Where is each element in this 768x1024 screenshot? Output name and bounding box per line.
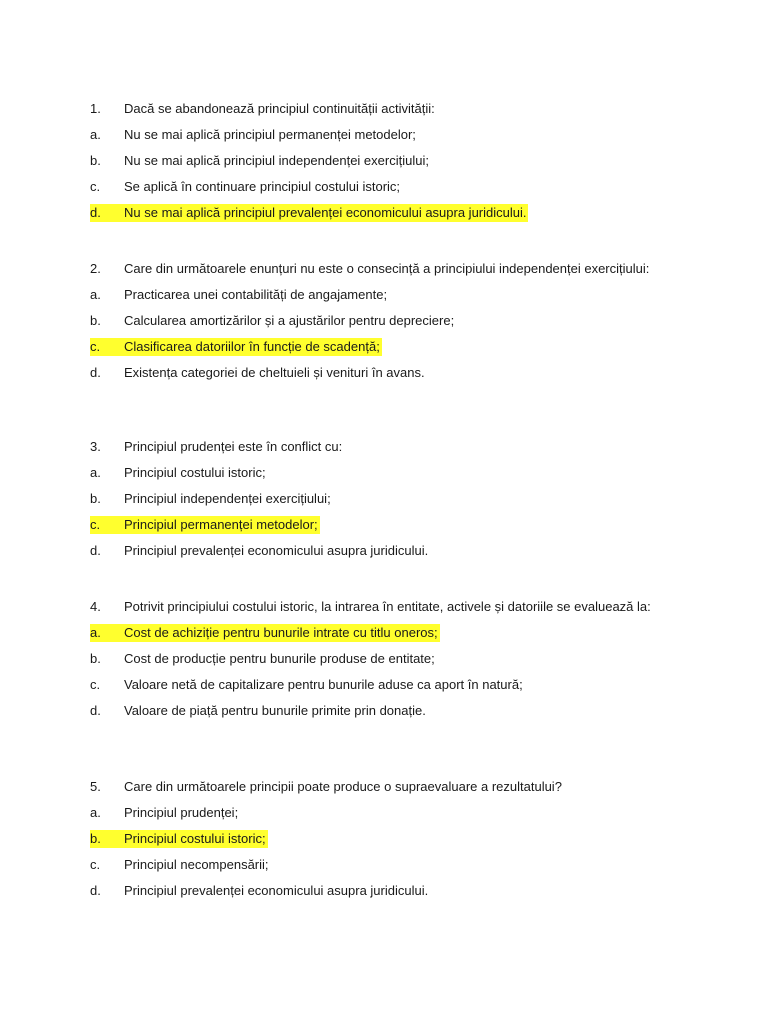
answer-highlight (90, 830, 268, 848)
question-4 (90, 598, 670, 728)
option-letter: a. (90, 625, 101, 640)
question-text: Care din următoarele principii poate produce o supraevaluare a rezultatului? (124, 779, 562, 794)
question-number: 1. (90, 101, 101, 116)
question-5 (90, 778, 670, 908)
option-letter: b. (90, 153, 101, 168)
answer-highlight (90, 338, 382, 356)
option-letter: c. (90, 677, 101, 692)
question-text: Potrivit principiului costului istoric, la intrarea în entitate, activele și datoriile se evaluează la: (124, 599, 651, 614)
option-letter: a. (90, 805, 101, 820)
question-stem (90, 100, 670, 118)
option-text: Se aplică în continuare principiul costului istoric; (124, 179, 401, 194)
option-letter: c. (90, 339, 101, 354)
option-letter: d. (90, 543, 101, 558)
option-a (90, 804, 670, 822)
option-text: Clasificarea datoriilor în funcție de scadență; (124, 339, 380, 354)
option-letter: d. (90, 703, 101, 718)
option-text: Cost de producție pentru bunurile produse de entitate; (124, 651, 435, 666)
question-text: Principiul prudenței este în conflict cu: (124, 439, 343, 454)
option-text: Valoare netă de capitalizare pentru bunurile aduse ca aport în natură; (124, 677, 523, 692)
option-b-answer (90, 830, 670, 848)
option-c-answer (90, 338, 670, 356)
option-b (90, 650, 670, 668)
option-letter: b. (90, 651, 101, 666)
option-text: Nu se mai aplică principiul prevalenței economicului asupra juridicului. (124, 205, 527, 220)
option-text: Existența categoriei de cheltuieli și venituri în avans. (124, 365, 425, 380)
answer-highlight (90, 204, 528, 222)
question-stem (90, 438, 670, 456)
option-b (90, 312, 670, 330)
option-text: Nu se mai aplică principiul independenței exercițiului; (124, 153, 429, 168)
option-letter: d. (90, 205, 101, 220)
option-letter: c. (90, 179, 101, 194)
question-2 (90, 260, 670, 390)
question-text: Care din următoarele enunțuri nu este o consecință a principiului independenței exercițiului: (124, 261, 650, 276)
option-d (90, 882, 670, 900)
option-text: Principiul costului istoric; (124, 465, 266, 480)
option-a (90, 126, 670, 144)
option-b (90, 490, 670, 508)
option-text: Principiul prevalenței economicului asupra juridicului. (124, 543, 429, 558)
option-text: Cost de achiziție pentru bunurile intrate cu titlu oneros; (124, 625, 438, 640)
option-text: Principiul costului istoric; (124, 831, 266, 846)
option-b (90, 152, 670, 170)
question-3 (90, 438, 670, 568)
option-letter: a. (90, 287, 101, 302)
option-c (90, 178, 670, 196)
option-c-answer (90, 516, 670, 534)
answer-highlight (90, 516, 320, 534)
option-d (90, 542, 670, 560)
question-number: 2. (90, 261, 101, 276)
option-letter: c. (90, 517, 101, 532)
option-a (90, 464, 670, 482)
option-text: Principiul independenței exercițiului; (124, 491, 331, 506)
option-d (90, 702, 670, 720)
question-number: 4. (90, 599, 101, 614)
question-stem (90, 260, 670, 278)
option-text: Principiul necompensării; (124, 857, 269, 872)
option-text: Principiul prudenței; (124, 805, 239, 820)
option-c (90, 856, 670, 874)
option-text: Principiul permanenței metodelor; (124, 517, 318, 532)
option-c (90, 676, 670, 694)
answer-highlight (90, 624, 440, 642)
option-letter: d. (90, 883, 101, 898)
option-letter: a. (90, 465, 101, 480)
option-text: Nu se mai aplică principiul permanenței metodelor; (124, 127, 416, 142)
question-text: Dacă se abandonează principiul continuității activității: (124, 101, 435, 116)
option-letter: b. (90, 313, 101, 328)
question-number: 5. (90, 779, 101, 794)
option-d (90, 364, 670, 382)
option-letter: b. (90, 491, 101, 506)
option-text: Calcularea amortizărilor și a ajustărilor pentru depreciere; (124, 313, 455, 328)
option-text: Practicarea unei contabilități de angajamente; (124, 287, 388, 302)
question-1 (90, 100, 670, 230)
option-a-answer (90, 624, 670, 642)
option-letter: b. (90, 831, 101, 846)
option-text: Principiul prevalenței economicului asupra juridicului. (124, 883, 429, 898)
option-letter: a. (90, 127, 101, 142)
option-a (90, 286, 670, 304)
option-letter: c. (90, 857, 101, 872)
option-d-answer (90, 204, 670, 222)
question-stem (90, 598, 670, 616)
question-stem (90, 778, 670, 796)
option-text: Valoare de piață pentru bunurile primite prin donație. (124, 703, 426, 718)
question-number: 3. (90, 439, 101, 454)
option-letter: d. (90, 365, 101, 380)
